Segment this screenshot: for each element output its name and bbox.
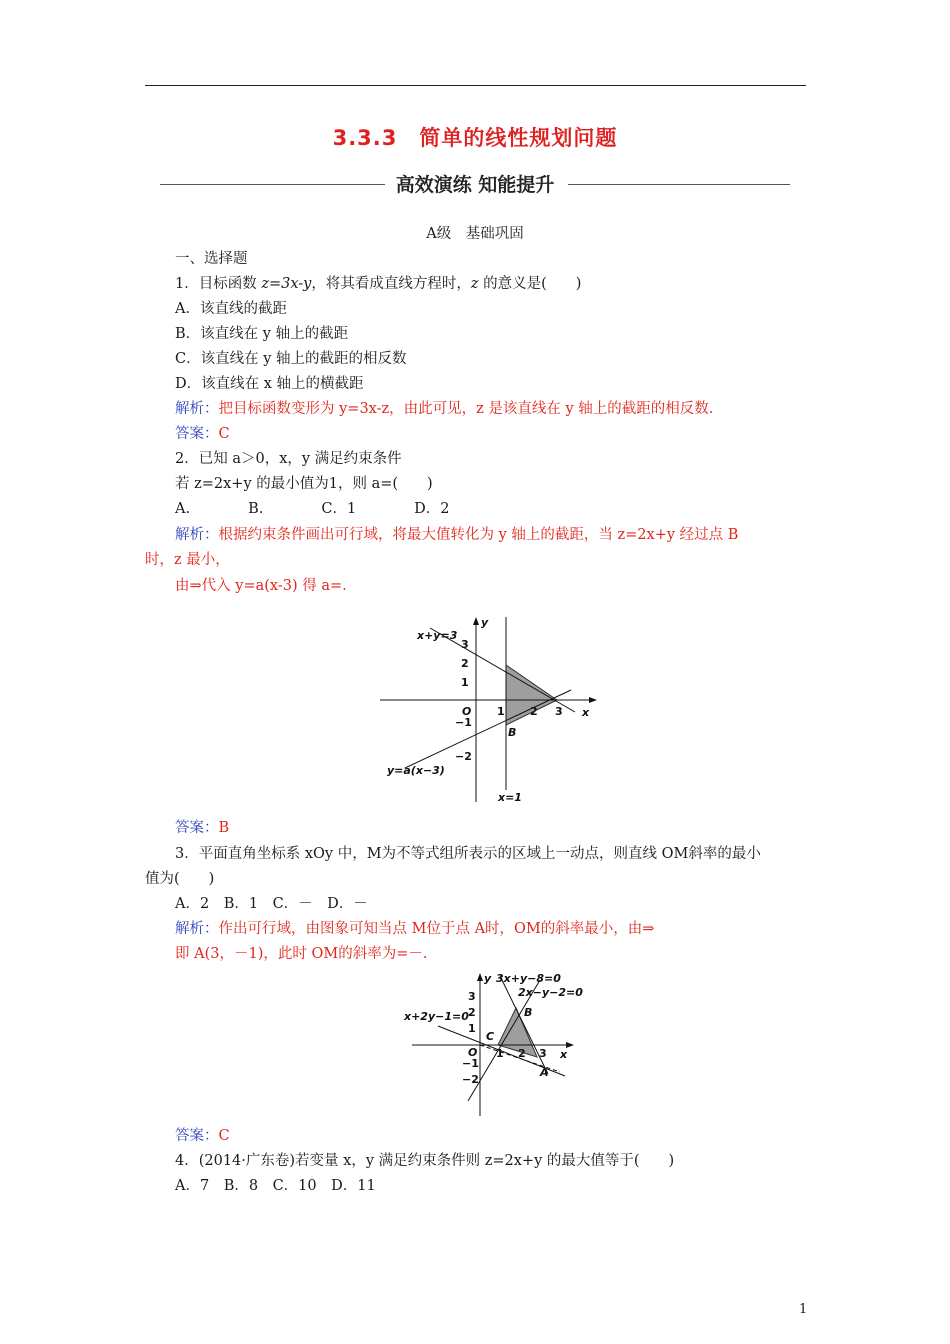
q3-xtick-2: 2 xyxy=(518,1047,526,1060)
q1-stem-a: 1．目标函数 xyxy=(175,276,262,292)
q2-label-o: O xyxy=(462,705,472,718)
banner xyxy=(0,170,950,197)
level-heading: A级 基础巩固 xyxy=(426,226,524,242)
q2-analysis-2: 时，z 最小， xyxy=(145,552,230,568)
q3-xtick-1: 1 xyxy=(496,1047,504,1060)
q2-analysis-text: 根据约束条件画出可行域，将最大值转化为 y 轴上的截距，当 z=2x+y 经过点 B xyxy=(218,527,739,543)
q2-ytick-neg1: −1 xyxy=(455,716,472,729)
q2-options: A. B. C．1 D．2 xyxy=(175,501,450,517)
q2-label-b: B xyxy=(508,726,517,739)
q1-stem xyxy=(175,274,581,294)
q2-label-line1: x+y=3 xyxy=(417,629,458,642)
q3-answer xyxy=(175,1126,230,1146)
q2-ytick-neg2: −2 xyxy=(455,750,472,763)
q3-label-line3: x+2y−1=0 xyxy=(404,1010,469,1023)
q3-analysis-text: 作出可行域，由图象可知当点 M位于点 A时，OM的斜率最小，由⇒ xyxy=(218,921,655,937)
q3-label-x: x xyxy=(560,1048,568,1061)
q1-stem-b: z=3x-y xyxy=(261,276,312,292)
q3-label-line2: 2x−y−2=0 xyxy=(518,986,583,999)
q3-answer-label: 答案： xyxy=(175,1128,219,1144)
q3-ytick-2: 2 xyxy=(468,1006,476,1019)
q1-stem-d: z xyxy=(470,276,479,292)
q2-label-line3: x=1 xyxy=(498,791,522,804)
page-number: 1 xyxy=(799,1302,808,1317)
banner-text: 高效演练 知能提升 xyxy=(392,174,559,196)
q2-analysis-label: 解析： xyxy=(175,527,219,543)
q2-line-a xyxy=(405,690,571,768)
q3-label-c: C xyxy=(486,1030,495,1043)
q3-ytick-1: 1 xyxy=(468,1022,476,1035)
q1-answer-label: 答案： xyxy=(175,426,219,442)
q2-xtick-3: 3 xyxy=(555,705,563,718)
q2-x-arrow xyxy=(589,697,597,703)
q3-ytick-neg2: −2 xyxy=(462,1073,479,1086)
q3-analysis-label: 解析： xyxy=(175,921,219,937)
q2-analysis xyxy=(175,525,738,545)
q3-label-line1: 3x+y−8=0 xyxy=(496,972,561,985)
q1-option-d: D．该直线在 x 轴上的横截距 xyxy=(175,376,364,392)
q1-stem-e: 的意义是( ) xyxy=(478,276,582,292)
q1-option-b: B．该直线在 y 轴上的截距 xyxy=(175,326,349,342)
q2-answer-value: B xyxy=(218,820,230,836)
q3-figure xyxy=(400,968,590,1120)
q3-ytick-3: 3 xyxy=(468,990,476,1003)
q1-option-a: A．该直线的截距 xyxy=(175,301,287,317)
page-title: 3.3.3 简单的线性规划问题 xyxy=(332,126,618,150)
q3-analysis xyxy=(175,919,654,939)
q3-stem: 3．平面直角坐标系 xOy 中，M为不等式组所表示的区域上一动点，则直线 OM斜率的最小 xyxy=(175,846,761,862)
q3-label-b: B xyxy=(524,1006,533,1019)
q2-label-y: y xyxy=(481,616,489,629)
q2-figure xyxy=(375,612,605,807)
q1-analysis-text: 把目标函数变形为 y=3x-z，由此可见，z 是该直线在 y 轴上的截距的相反数. xyxy=(218,401,714,417)
q3-y-arrow xyxy=(477,973,483,981)
q2-ytick-2: 2 xyxy=(461,657,469,670)
q2-answer xyxy=(175,818,229,838)
section-heading: 一、选择题 xyxy=(175,251,248,267)
q3-label-a: A xyxy=(540,1066,549,1079)
q4-stem: 4．(2014·广东卷)若变量 x，y 满足约束条件则 z=2x+y 的最大值等于( ) xyxy=(175,1153,675,1169)
q4-options: A．7 B．8 C．10 D．11 xyxy=(175,1178,376,1194)
q1-analysis-label: 解析： xyxy=(175,401,219,417)
header-rule xyxy=(145,85,806,86)
q3-label-o: O xyxy=(468,1046,478,1059)
q3-xtick-3: 3 xyxy=(539,1047,547,1060)
q2-ytick-1: 1 xyxy=(461,676,469,689)
q3-analysis-2: 即 A(3，－1)，此时 OM的斜率为=－. xyxy=(175,946,428,962)
q3-answer-value: C xyxy=(218,1128,230,1144)
q2-stem: 2．已知 a＞0，x，y 满足约束条件 xyxy=(175,451,402,467)
q2-answer-label: 答案： xyxy=(175,820,219,836)
q1-stem-c: ，将其看成直线方程时， xyxy=(311,276,471,292)
q2-xtick-2: 2 xyxy=(530,705,538,718)
q3-ytick-neg1: −1 xyxy=(462,1057,479,1070)
q2-label-x: x xyxy=(582,706,590,719)
q1-answer xyxy=(175,424,230,444)
q3-label-y: y xyxy=(484,972,492,985)
q1-answer-value: C xyxy=(218,426,230,442)
q2-ytick-3: 3 xyxy=(461,638,469,651)
q2-y-arrow xyxy=(473,617,479,625)
q3-options: A．2 B．1 C．－ D．－ xyxy=(175,896,368,912)
q2-analysis-3: 由⇒代入 y=a(x-3) 得 a=. xyxy=(175,578,347,594)
q2-label-line2: y=a(x−3) xyxy=(387,764,445,777)
q3-x-arrow xyxy=(566,1042,574,1048)
q2-stem-2: 若 z=2x+y 的最小值为1，则 a=( ) xyxy=(175,476,433,492)
q2-xtick-1: 1 xyxy=(497,705,505,718)
q3-stem-2: 值为( ) xyxy=(145,871,215,887)
q1-option-c: C．该直线在 y 轴上的截距的相反数 xyxy=(175,351,407,367)
q1-analysis xyxy=(175,399,713,419)
